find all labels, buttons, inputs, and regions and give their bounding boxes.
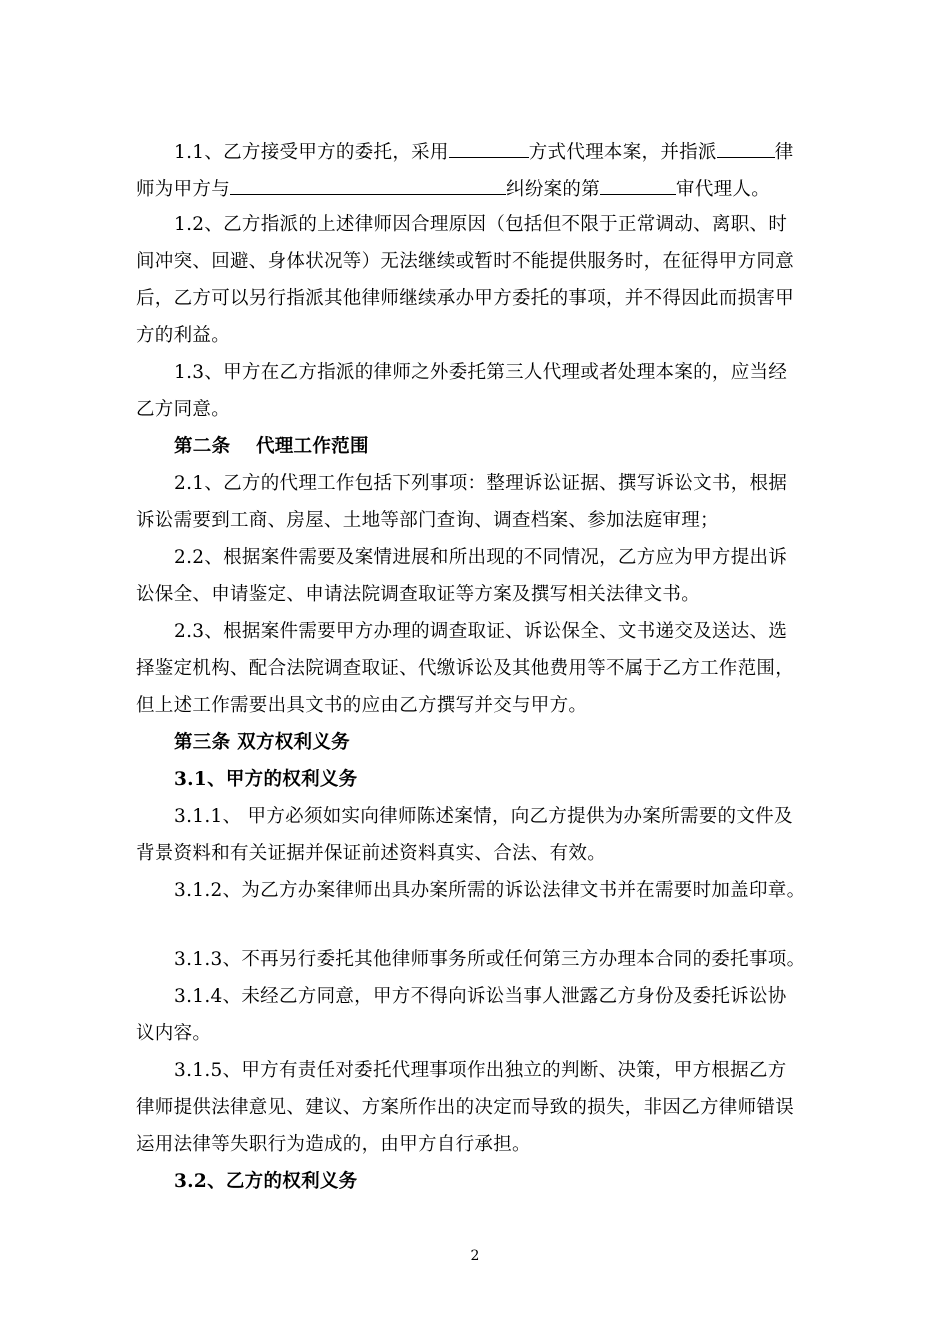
- clause-3-1-5-line-3: 运用法律等失职行为造成的，由甲方自行承担。: [136, 1134, 531, 1155]
- clause-1-3-line-1: 1.3、甲方在乙方指派的律师之外委托第三人代理或者处理本案的，应当经: [174, 362, 788, 383]
- section-3-2-heading: 3.2、乙方的权利义务: [174, 1171, 358, 1192]
- clause-3-1-1-line-1: 3.1.1、 甲方必须如实向律师陈述案情，向乙方提供为办案所需要的文件及: [174, 806, 793, 827]
- clause-2-2-line-1: 2.2、根据案件需要及案情进展和所出现的不同情况，乙方应为甲方提出诉: [174, 547, 788, 568]
- clause-1-1-text-c: 律: [774, 142, 794, 163]
- clause-3-1-2: 3.1.2、为乙方办案律师出具办案所需的诉讼法律文书并在需要时加盖印章。: [174, 880, 806, 901]
- clause-1-2-line-1: 1.2、乙方指派的上述律师因合理原因（包括但不限于正常调动、离职、时: [174, 214, 788, 235]
- clause-2-3-line-3: 但上述工作需要出具文书的应由乙方撰写并交与甲方。: [136, 695, 588, 716]
- clause-1-1-line-1: [174, 139, 794, 165]
- blank-trial-instance: [600, 176, 676, 195]
- clause-2-2-line-2: 讼保全、申请鉴定、申请法院调查取证等方案及撰写相关法律文书。: [136, 584, 701, 605]
- clause-2-3-line-1: 2.3、根据案件需要甲方办理的调查取证、诉讼保全、文书递交及送达、选: [174, 621, 788, 642]
- clause-3-1-4-line-1: 3.1.4、未经乙方同意，甲方不得向诉讼当事人泄露乙方身份及委托诉讼协: [174, 986, 787, 1007]
- clause-3-1-1-line-2: 背景资料和有关证据并保证前述资料真实、合法、有效。: [136, 843, 607, 864]
- article-3-heading: 第三条 双方权利义务: [174, 732, 350, 753]
- clause-2-3-line-2: 择鉴定机构、配合法院调查取证、代缴诉讼及其他费用等不属于乙方工作范围，: [136, 658, 795, 679]
- clause-1-1-text-a: 1.1、乙方接受甲方的委托，采用: [174, 142, 449, 163]
- page-number: 2: [470, 1248, 480, 1264]
- clause-1-1-text-d: 师为甲方与: [136, 179, 231, 200]
- section-3-1-heading: 3.1、甲方的权利义务: [174, 769, 358, 790]
- clause-1-3-line-2: 乙方同意。: [136, 399, 231, 420]
- clause-1-2-line-2: 间冲突、回避、身体状况等）无法继续或暂时不能提供服务时，在征得甲方同意: [136, 251, 795, 272]
- clause-1-1-text-f: 审代理人。: [676, 179, 771, 200]
- clause-1-1-text-b: 方式代理本案，并指派: [528, 142, 717, 163]
- blank-opposing-party: [230, 176, 506, 195]
- blank-agency-method: [449, 139, 529, 158]
- blank-lawyer-name: [717, 139, 775, 158]
- clause-3-1-5-line-2: 律师提供法律意见、建议、方案所作出的决定而导致的损失，非因乙方律师错误: [136, 1097, 795, 1118]
- clause-3-1-5-line-1: 3.1.5、甲方有责任对委托代理事项作出独立的判断、决策，甲方根据乙方: [174, 1060, 787, 1081]
- clause-1-1-line-2: [136, 176, 770, 202]
- clause-3-1-4-line-2: 议内容。: [136, 1023, 212, 1044]
- clause-2-1-line-1: 2.1、乙方的代理工作包括下列事项：整理诉讼证据、撰写诉讼文书，根据: [174, 473, 788, 494]
- clause-1-2-line-3: 后，乙方可以另行指派其他律师继续承办甲方委托的事项，并不得因此而损害甲: [136, 288, 795, 309]
- clause-2-1-line-2: 诉讼需要到工商、房屋、土地等部门查询、调查档案、参加法庭审理；: [136, 510, 719, 531]
- clause-1-1-text-e: 纠纷案的第: [506, 179, 601, 200]
- clause-1-2-line-4: 方的利益。: [136, 325, 231, 346]
- clause-3-1-3: 3.1.3、不再另行委托其他律师事务所或任何第三方办理本合同的委托事项。: [174, 949, 806, 970]
- article-2-heading: 第二条 代理工作范围: [174, 436, 369, 457]
